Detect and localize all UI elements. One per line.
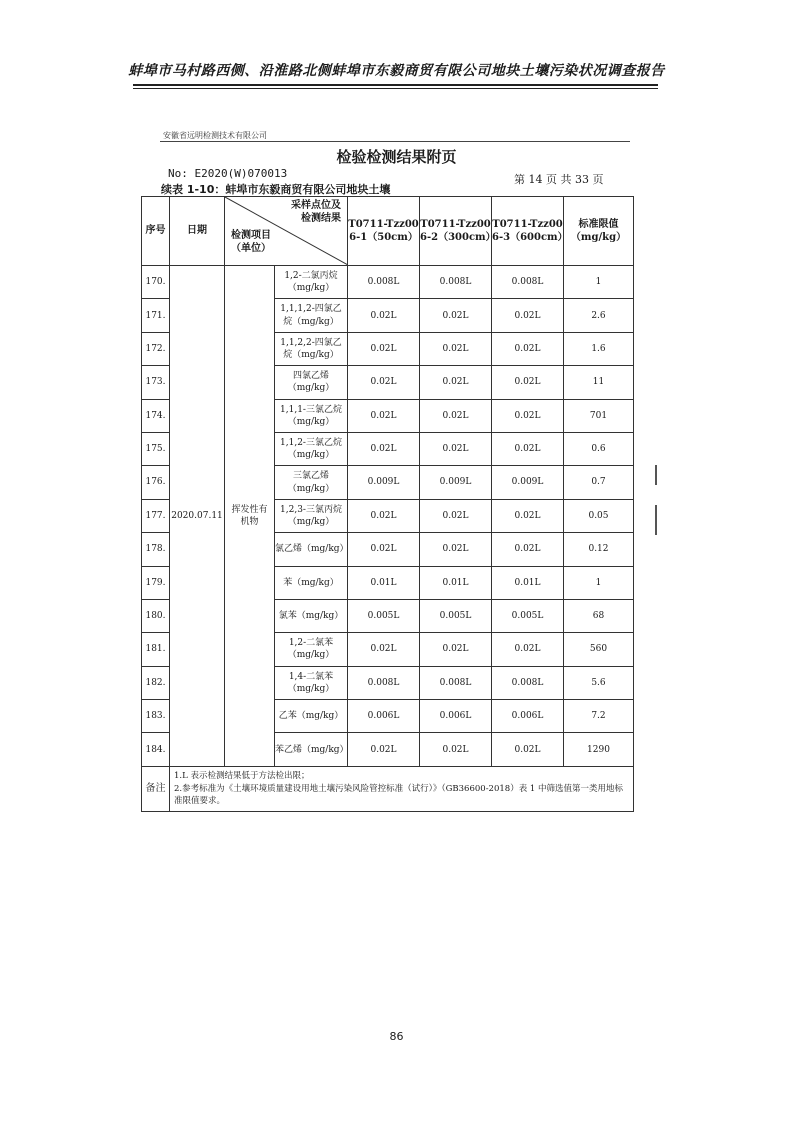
- header-sample-1: [348, 197, 420, 266]
- header-limit: [564, 197, 634, 266]
- row-limit: 68: [564, 599, 634, 632]
- item-name-line1: 1,2-二氯苯: [288, 638, 334, 649]
- row-item: [275, 466, 348, 499]
- header-sample-2: [420, 197, 496, 266]
- row-seq: 173.: [142, 366, 170, 399]
- row-value-sample-2: 0.02L: [420, 366, 492, 399]
- item-name-line2: （mg/kg）: [287, 416, 335, 427]
- item-name-line1: 乙苯（mg/kg）: [278, 711, 344, 722]
- row-item: [275, 733, 348, 766]
- sample2-line2: 6-2（300cm）: [420, 232, 496, 243]
- row-value-sample-2: 0.01L: [420, 566, 492, 599]
- row-value-sample-3: 0.02L: [492, 633, 564, 666]
- item-name-line1: 1,1,1-三氯乙烷: [280, 404, 342, 415]
- item-name-line1: 1,2,3-三氯丙烷: [280, 504, 342, 515]
- company-rule: [160, 141, 630, 142]
- results-table: [141, 196, 634, 812]
- row-category: [225, 266, 275, 767]
- row-value-sample-3: 0.02L: [492, 533, 564, 566]
- row-item: [275, 666, 348, 699]
- sample2-line1: T0711-Tzz00: [420, 218, 491, 230]
- row-value-sample-1: 0.008L: [348, 666, 420, 699]
- item-name-line1: 1,1,1,2-四氯乙: [280, 304, 342, 315]
- item-name-line1: 苯乙烯（mg/kg）: [275, 744, 349, 755]
- remark-line1: 1.L 表示检测结果低于方法检出限；: [174, 770, 310, 781]
- row-value-sample-2: 0.02L: [420, 332, 492, 365]
- item-name-line2: 烷（mg/kg）: [283, 349, 339, 360]
- row-value-sample-2: 0.02L: [420, 533, 492, 566]
- row-seq: 180.: [142, 599, 170, 632]
- company-name: 安徽省远明检测技术有限公司: [163, 131, 267, 140]
- row-value-sample-2: 0.006L: [420, 700, 492, 733]
- row-item: [275, 299, 348, 332]
- row-value-sample-2: 0.009L: [420, 466, 492, 499]
- remark-row: [142, 766, 634, 811]
- item-name-line2: （mg/kg）: [287, 383, 335, 394]
- row-seq: 177.: [142, 499, 170, 532]
- item-name-line2: （mg/kg）: [287, 283, 335, 294]
- header-sample-3: [492, 197, 568, 266]
- item-name-line1: 四氯乙烯: [292, 371, 329, 382]
- row-value-sample-3: 0.02L: [492, 399, 564, 432]
- row-value-sample-3: 0.02L: [492, 733, 564, 766]
- item-name-line1: 氯乙烯（mg/kg）: [275, 544, 349, 555]
- table-caption: 续表 1-10：蚌埠市东毅商贸有限公司地块土壤: [161, 183, 391, 196]
- row-limit: 0.12: [564, 533, 634, 566]
- row-value-sample-2: 0.02L: [420, 399, 492, 432]
- row-seq: 170.: [142, 266, 170, 299]
- row-limit: 1: [564, 566, 634, 599]
- row-value-sample-2: 0.02L: [420, 733, 492, 766]
- sample3-line1: T0711-Tzz00: [492, 218, 563, 230]
- row-value-sample-1: 0.02L: [348, 399, 420, 432]
- diag-top-line1: 采样点位及: [291, 200, 341, 211]
- remark-content: [170, 766, 634, 811]
- row-value-sample-3: 0.02L: [492, 299, 564, 332]
- row-date: 2020.07.11: [170, 266, 225, 767]
- row-value-sample-3: 0.008L: [492, 666, 564, 699]
- row-seq: 182.: [142, 666, 170, 699]
- page-title: 检验检测结果附页: [336, 148, 457, 166]
- row-seq: 184.: [142, 733, 170, 766]
- row-value-sample-1: 0.02L: [348, 633, 420, 666]
- row-seq: 179.: [142, 566, 170, 599]
- row-value-sample-2: 0.008L: [420, 666, 492, 699]
- row-value-sample-1: 0.02L: [348, 332, 420, 365]
- diag-top-line2: 检测结果: [301, 213, 341, 224]
- item-name-line1: 1,1,2,2-四氯乙: [280, 337, 342, 348]
- row-limit: 0.05: [564, 499, 634, 532]
- item-name-line2: （mg/kg）: [287, 683, 335, 694]
- row-seq: 171.: [142, 299, 170, 332]
- row-value-sample-2: 0.02L: [420, 499, 492, 532]
- category-line1: 挥发性有: [231, 504, 268, 515]
- row-value-sample-2: 0.02L: [420, 299, 492, 332]
- row-value-sample-2: 0.008L: [420, 266, 492, 299]
- row-limit: 1: [564, 266, 634, 299]
- row-value-sample-3: 0.008L: [492, 266, 564, 299]
- report-header-title: 蚌埠市马村路西侧、沿淮路北侧蚌埠市东毅商贸有限公司地块土壤污染状况调查报告: [128, 63, 665, 79]
- item-name-line2: （mg/kg）: [287, 483, 335, 494]
- row-item: [275, 700, 348, 733]
- row-limit: 7.2: [564, 700, 634, 733]
- category-line2: 机物: [240, 516, 259, 527]
- item-name-line1: 1,4-二氯苯: [288, 671, 334, 682]
- row-seq: 178.: [142, 533, 170, 566]
- row-value-sample-1: 0.02L: [348, 499, 420, 532]
- row-value-sample-3: 0.01L: [492, 566, 564, 599]
- row-item: [275, 499, 348, 532]
- sample3-line2: 6-3（600cm）: [492, 232, 568, 243]
- header-diagonal-bottom: [231, 229, 271, 255]
- row-value-sample-1: 0.008L: [348, 266, 420, 299]
- row-value-sample-2: 0.02L: [420, 432, 492, 465]
- scan-edge-mark: [655, 465, 657, 485]
- row-limit: 1290: [564, 733, 634, 766]
- sample1-line2: 6-1（50cm）: [349, 232, 418, 243]
- row-item: [275, 366, 348, 399]
- page-count: 第 14 页 共 33 页: [514, 173, 604, 186]
- row-value-sample-2: 0.02L: [420, 633, 492, 666]
- row-limit: 1.6: [564, 332, 634, 365]
- item-name-line1: 三氯乙烯: [292, 471, 329, 482]
- row-value-sample-1: 0.006L: [348, 700, 420, 733]
- row-value-sample-1: 0.02L: [348, 366, 420, 399]
- row-value-sample-3: 0.006L: [492, 700, 564, 733]
- row-value-sample-3: 0.02L: [492, 432, 564, 465]
- limit-line2: （mg/kg）: [570, 232, 627, 243]
- row-limit: 0.6: [564, 432, 634, 465]
- row-item: [275, 599, 348, 632]
- header-diagonal-top: [291, 199, 341, 225]
- table-body: [142, 266, 634, 767]
- item-name-line1: 1,2-二氯丙烷: [284, 271, 338, 282]
- row-seq: 181.: [142, 633, 170, 666]
- row-item: [275, 432, 348, 465]
- row-item: [275, 566, 348, 599]
- row-limit: 5.6: [564, 666, 634, 699]
- item-name-line2: （mg/kg）: [287, 650, 335, 661]
- row-value-sample-3: 0.005L: [492, 599, 564, 632]
- page-number: 86: [389, 1030, 404, 1043]
- row-limit: 0.7: [564, 466, 634, 499]
- row-value-sample-2: 0.005L: [420, 599, 492, 632]
- table-row: [142, 266, 634, 299]
- scan-edge-mark: [655, 505, 657, 535]
- remark-label: 备注: [142, 766, 170, 811]
- row-value-sample-1: 0.02L: [348, 533, 420, 566]
- row-item: [275, 399, 348, 432]
- row-value-sample-1: 0.02L: [348, 432, 420, 465]
- sample1-line1: T0711-Tzz00: [348, 218, 419, 230]
- diag-bottom-line1: 检测项目: [231, 230, 271, 241]
- item-name-line1: 1,1,2-三氯乙烷: [280, 438, 342, 448]
- row-limit: 2.6: [564, 299, 634, 332]
- row-seq: 175.: [142, 432, 170, 465]
- row-seq: 172.: [142, 332, 170, 365]
- row-value-sample-1: 0.005L: [348, 599, 420, 632]
- row-limit: 11: [564, 366, 634, 399]
- row-value-sample-3: 0.009L: [492, 466, 564, 499]
- row-value-sample-3: 0.02L: [492, 366, 564, 399]
- row-value-sample-3: 0.02L: [492, 499, 564, 532]
- header-seq: 序号: [142, 197, 170, 266]
- item-name-line1: 氯苯（mg/kg）: [278, 611, 344, 622]
- row-limit: 701: [564, 399, 634, 432]
- diag-bottom-line2: （单位）: [231, 243, 271, 254]
- row-value-sample-1: 0.01L: [348, 566, 420, 599]
- row-seq: 176.: [142, 466, 170, 499]
- row-seq: 183.: [142, 700, 170, 733]
- item-name-line2: （mg/kg）: [287, 450, 335, 461]
- limit-line1: 标准限值: [578, 218, 619, 230]
- header-rule-thin: [133, 88, 658, 89]
- header-diagonal: [225, 197, 348, 266]
- table-header-row: [142, 197, 634, 266]
- row-value-sample-1: 0.009L: [348, 466, 420, 499]
- row-seq: 174.: [142, 399, 170, 432]
- item-name-line2: （mg/kg）: [287, 516, 335, 527]
- header-date: 日期: [170, 197, 225, 266]
- item-name-line1: 苯（mg/kg）: [283, 577, 339, 588]
- row-item: [275, 533, 348, 566]
- row-item: [275, 266, 348, 299]
- row-value-sample-1: 0.02L: [348, 733, 420, 766]
- row-limit: 560: [564, 633, 634, 666]
- header-rule-thick: [133, 84, 658, 86]
- row-item: [275, 332, 348, 365]
- row-value-sample-3: 0.02L: [492, 332, 564, 365]
- remark-line2: 2.参考标准为《土壤环境质量建设用地土壤污染风险管控标准（试行）》（GB36600-2018）表 1 中筛选值第一类用地标准限值要求。: [174, 783, 624, 807]
- item-name-line2: 烷（mg/kg）: [283, 316, 339, 327]
- report-number: No: E2020(W)070013: [168, 167, 288, 180]
- row-value-sample-1: 0.02L: [348, 299, 420, 332]
- row-item: [275, 633, 348, 666]
